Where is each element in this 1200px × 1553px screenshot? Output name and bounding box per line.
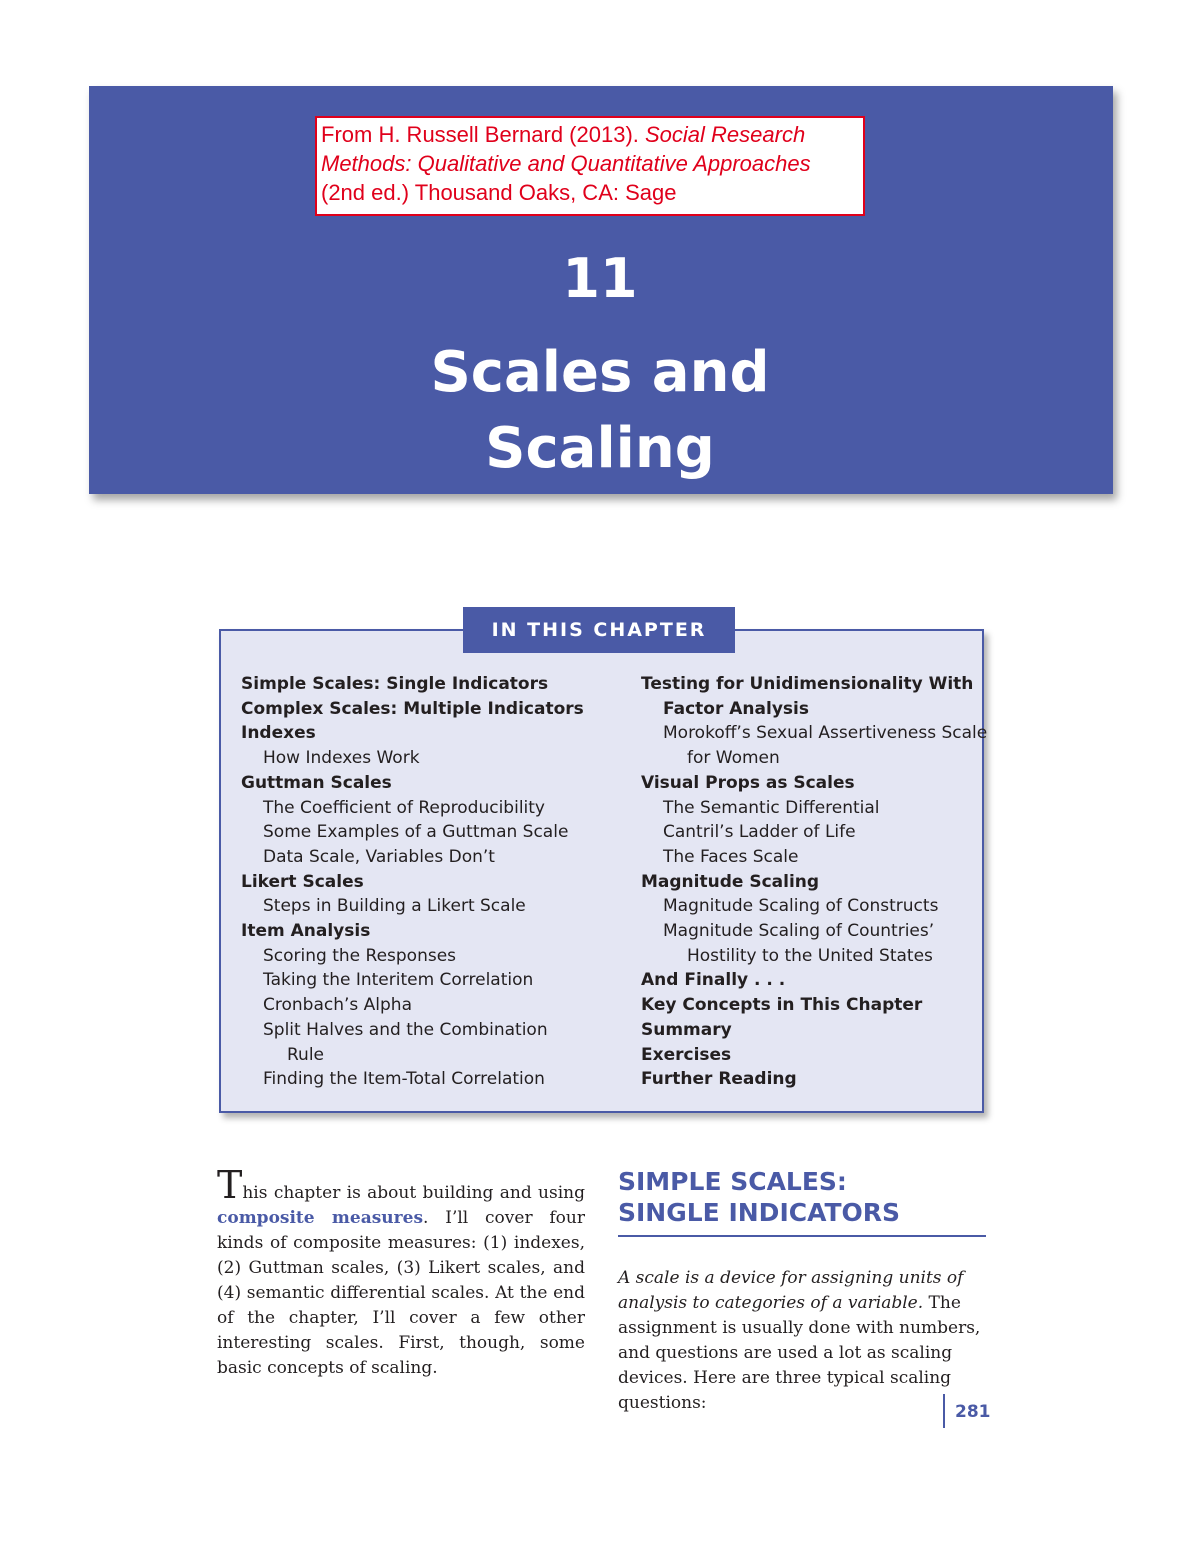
chapter-title-line-2: Scaling — [485, 416, 715, 481]
toc-item-continuation: Factor Analysis — [663, 698, 809, 719]
section-heading-line-2: SINGLE INDICATORS — [618, 1198, 901, 1227]
toc-subitem: Steps in Building a Likert Scale — [263, 896, 526, 917]
toc-subitem: Finding the Item-Total Correlation — [263, 1069, 545, 1090]
drop-cap: T — [217, 1163, 243, 1207]
citation-line-1: From H. Russell Bernard (2013). Social Research — [321, 122, 806, 147]
section-heading — [618, 1166, 986, 1228]
toc-subitem: The Semantic Differential — [663, 797, 880, 818]
toc-item: Exercises — [641, 1044, 732, 1065]
citation-line-2: Methods: Qualitative and Quantitative Approaches — [321, 151, 811, 176]
toc-subitem: Magnitude Scaling of Countries’ — [663, 921, 935, 942]
toc-subitem: How Indexes Work — [263, 748, 420, 769]
section-heading-line-1: SIMPLE SCALES: — [618, 1167, 847, 1196]
toc-right-column — [641, 672, 988, 1092]
toc-item: Summary — [641, 1019, 732, 1040]
toc-subitem: Cronbach’s Alpha — [263, 995, 412, 1016]
chapter-title-line-1: Scales and — [430, 340, 770, 405]
chapter-title — [0, 335, 1200, 487]
in-this-chapter-header: IN THIS CHAPTER — [463, 607, 735, 653]
toc-item: Visual Props as Scales — [641, 772, 855, 793]
toc-item: Likert Scales — [241, 871, 364, 892]
toc-subitem-continuation: Rule — [287, 1044, 325, 1065]
toc-subitem-continuation: Hostility to the United States — [687, 945, 933, 966]
toc-subitem: Data Scale, Variables Don’t — [263, 846, 495, 867]
toc-subitem: Scoring the Responses — [263, 945, 457, 966]
toc-left-column — [241, 672, 611, 1092]
toc-subitem-continuation: for Women — [687, 748, 780, 769]
toc-item: Item Analysis — [241, 921, 371, 942]
key-term: composite measures — [217, 1208, 424, 1228]
toc-subitem: Magnitude Scaling of Constructs — [663, 896, 939, 917]
toc-item: Magnitude Scaling — [641, 871, 820, 892]
page-number: 281 — [955, 1402, 991, 1422]
toc-subitem: Morokoff’s Sexual Assertiveness Scale — [663, 723, 988, 744]
toc-item: Simple Scales: Single Indicators — [241, 674, 549, 694]
toc-subitem: Taking the Interitem Correlation — [263, 970, 534, 991]
toc-item: Complex Scales: Multiple Indicators — [241, 698, 584, 719]
citation-box — [315, 116, 865, 216]
toc-item: Testing for Unidimensionality With — [641, 674, 974, 694]
page-number-rule — [943, 1394, 945, 1428]
definition-text: A scale is a device for assigning units of analysis to categories of a variable. — [618, 1268, 964, 1313]
toc-subitem: Split Halves and the Combination — [263, 1019, 548, 1040]
toc-subitem: The Coefficient of Reproducibility — [263, 797, 545, 818]
toc-subitem: Some Examples of a Guttman Scale — [263, 822, 569, 843]
section-paragraph: A scale is a device for assigning units of analysis to categories of a variable. The assignment is usually done with numbers, and questions are used a lot as scaling devices. Here are three typical scaling questions: — [618, 1268, 981, 1413]
chapter-number: 11 — [562, 247, 638, 310]
toc-item: And Finally . . . — [641, 970, 786, 991]
section-rule — [618, 1235, 986, 1237]
toc-item: Guttman Scales — [241, 772, 392, 793]
toc-item: Indexes — [241, 723, 316, 744]
toc-subitem: Cantril’s Ladder of Life — [663, 822, 856, 843]
toc-subitem: The Faces Scale — [663, 846, 799, 867]
citation-line-3: (2nd ed.) Thousand Oaks, CA: Sage — [321, 180, 677, 205]
toc-item: Further Reading — [641, 1069, 797, 1090]
intro-paragraph: This chapter is about building and using composite measures. I’ll cover four kinds of composite measures: (1) indexes, (2) Guttman scales, (3) Likert scales, and (4) semantic differential scales. At the end of the chapter, I’ll cover a few other interesting scales. First, though, some basic concepts of scaling. — [217, 1163, 585, 1378]
toc-item: Key Concepts in This Chapter — [641, 995, 923, 1016]
